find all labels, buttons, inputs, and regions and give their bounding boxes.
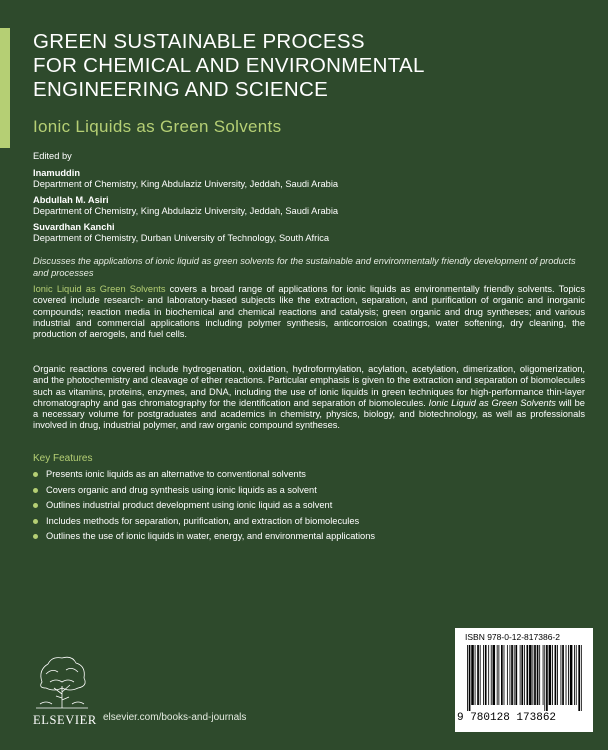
paragraph-text: Organic reactions covered include hydrogenation, oxidation, hydroformylation, acylation, acetylation, dimerization, oligomerization, and the photochemistry and cleavage of ether reactions. Particular emphasis is given to the extraction and separation of biomolecules such as vitamins, proteins, enzymes, and DNA, including the use of ionic liquids in green techniques for high-performance thin-layer chromatography and gas chromatography for the identification and separation of biomolecules.	[33, 364, 585, 408]
barcode-bar	[520, 645, 521, 705]
publisher-url[interactable]: elsevier.com/books-and-journals	[103, 712, 247, 723]
description-paragraph-2	[33, 364, 585, 432]
barcode-bar	[467, 645, 468, 711]
barcode-bar	[561, 645, 562, 705]
editor-affiliation: Department of Chemistry, King Abdulaziz University, Jeddah, Saudi Arabia	[33, 206, 339, 216]
barcode-bar	[498, 645, 499, 705]
italic-title: Ionic Liquid as Green Solvents	[428, 397, 556, 408]
barcode-bar	[543, 645, 544, 705]
barcode-bar	[510, 645, 511, 705]
bullet-icon	[33, 503, 38, 508]
editor-name: Suvardhan Kanchi	[33, 222, 115, 232]
barcode-bar	[537, 645, 539, 705]
barcode-bar	[507, 645, 508, 705]
list-item	[33, 467, 585, 483]
barcode-bar	[566, 645, 567, 705]
feature-text: Covers organic and drug synthesis using ionic liquids as a solvent	[46, 484, 317, 495]
bullet-icon	[33, 472, 38, 477]
editor-entry	[33, 168, 593, 190]
barcode-icon	[463, 645, 585, 711]
editor-affiliation: Department of Chemistry, Durban University of Technology, South Africa	[33, 233, 330, 243]
feature-text: Outlines industrial product development using ionic liquid as a solvent	[46, 500, 333, 510]
barcode-bar	[549, 645, 552, 705]
barcode-bar	[527, 645, 529, 705]
editor-name: Abdullah M. Asiri	[33, 195, 109, 205]
editor-entry	[33, 195, 593, 217]
isbn-digits: 9 780128 173862	[457, 712, 557, 724]
series-title-line: GREEN SUSTAINABLE PROCESS	[33, 30, 365, 53]
feature-text: Outlines the use of ionic liquids in water, energy, and environmental applications	[46, 531, 376, 541]
list-item	[33, 483, 585, 499]
barcode-bar	[491, 645, 492, 705]
list-item	[33, 498, 585, 514]
barcode-bar	[570, 645, 573, 705]
editor-affiliation: Department of Chemistry, King Abdulaziz University, Jeddah, Saudi Arabia	[33, 179, 339, 189]
barcode-bar	[475, 645, 476, 705]
barcode-bar	[544, 645, 545, 711]
editor-entry	[33, 222, 593, 244]
barcode-bar	[483, 645, 484, 705]
edited-by-label: Edited by	[33, 151, 72, 161]
feature-text: Presents ionic liquids as an alternative to conventional solvents	[46, 469, 306, 479]
list-item	[33, 529, 585, 545]
summary-text: Discusses the applications of ionic liquid as green solvents for the sustainable and environmentally friendly development of products and processes	[33, 256, 576, 278]
barcode-bar	[493, 645, 496, 705]
barcode-bar	[539, 645, 540, 705]
barcode-bar	[471, 645, 474, 705]
barcode-bar	[477, 645, 479, 705]
barcode-bar	[488, 645, 489, 705]
barcode-bar	[511, 645, 513, 705]
list-item	[33, 514, 585, 530]
bullet-icon	[33, 488, 38, 493]
barcode-bar	[504, 645, 505, 705]
barcode-bar	[532, 645, 533, 705]
highlight-title: Ionic Liquid as Green Solvents	[33, 284, 166, 294]
barcode-bar	[546, 645, 548, 711]
barcode-bar	[568, 645, 569, 705]
barcode-bar	[480, 645, 481, 705]
paragraph-text: will be a necessary volume for postgraduates and academics in chemistry, physics, biology, and biotechnology, as well as professionals involved in drug, industrial polymer, and raw organic compound syntheses.	[33, 397, 585, 431]
barcode-bar	[581, 645, 582, 711]
series-title	[33, 30, 593, 102]
key-features-heading: Key Features	[33, 453, 93, 464]
series-title-line: ENGINEERING AND SCIENCE	[33, 78, 329, 101]
barcode-box	[455, 628, 593, 732]
barcode-bar	[562, 645, 564, 705]
feature-text: Includes methods for separation, purification, and extraction of biomolecules	[46, 515, 360, 526]
publisher-name: ELSEVIER	[33, 713, 97, 727]
barcode-bar	[524, 645, 525, 705]
isbn-label: ISBN 978-0-12-817386-2	[465, 632, 560, 642]
barcode-bar	[557, 645, 558, 705]
editors-list	[33, 168, 593, 249]
barcode-bar	[497, 645, 498, 705]
description-paragraph-1	[33, 284, 585, 340]
barcode-bar	[576, 645, 577, 705]
barcode-bar	[529, 645, 532, 705]
barcode-bar	[501, 645, 503, 705]
elsevier-tree-logo-icon	[32, 652, 92, 710]
barcode-bar	[555, 645, 557, 705]
editor-name: Inamuddin	[33, 168, 80, 178]
bullet-icon	[33, 519, 38, 524]
accent-bar	[0, 28, 10, 148]
barcode-bar	[515, 645, 517, 705]
book-title: Ionic Liquids as Green Solvents	[33, 117, 282, 136]
paragraph-text: covers a broad range of applications for ionic liquids as environmentally friendly solvents. Topics covered include research- and laboratory-based subjects like the extraction, separation, and purification of organic and inorganic compounds; reaction media in biochemical and chemical reactions and catalysis; green organic and drug syntheses; and various industrial and commercial applications including polymer synthesis, anticorrosion coatings, water softening, dry cleaning, the production of aerogels, and fuel cells.	[33, 284, 585, 340]
bullet-icon	[33, 534, 38, 539]
key-features-list	[33, 467, 585, 545]
barcode-bar	[514, 645, 515, 705]
barcode-bar	[534, 645, 536, 705]
barcode-bar	[469, 645, 471, 711]
barcode-bar	[521, 645, 523, 705]
barcode-bar	[552, 645, 553, 705]
series-title-line: FOR CHEMICAL AND ENVIRONMENTAL	[33, 54, 425, 77]
barcode-bar	[574, 645, 575, 705]
barcode-bar	[485, 645, 487, 705]
barcode-bar	[578, 645, 580, 711]
